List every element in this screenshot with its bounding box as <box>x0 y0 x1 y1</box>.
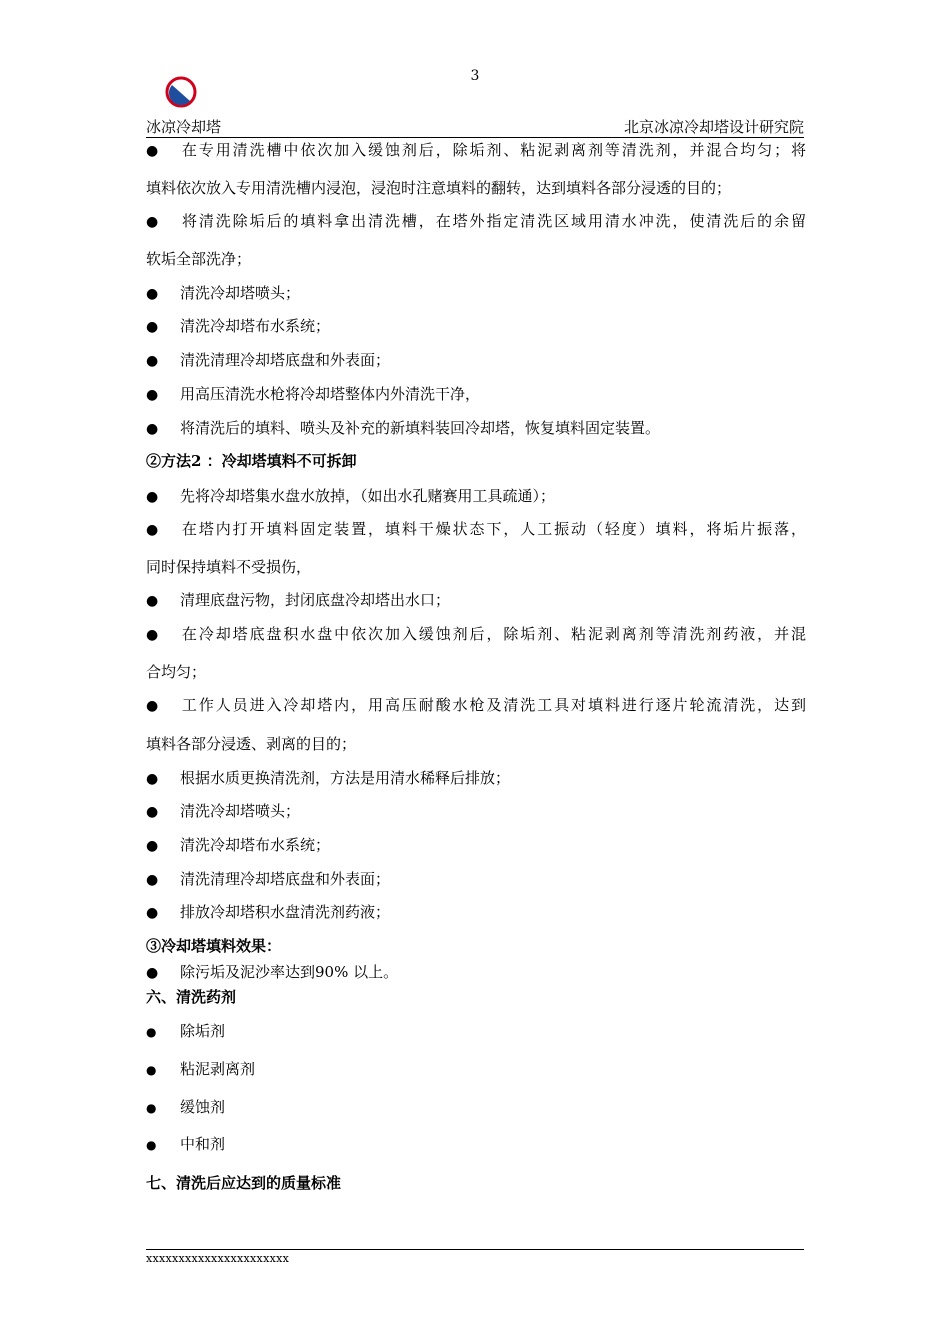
bullet-text: 用高压清洗水枪将冷却塔整体内外清洗干净， <box>180 385 481 403</box>
bullet-text: 清洗冷却塔喷头； <box>180 284 301 302</box>
bullet-item <box>146 868 806 891</box>
bullet-icon: ● <box>146 522 159 538</box>
bullet-icon: ● <box>146 489 159 505</box>
bullet-icon: ● <box>146 319 159 335</box>
bullet-icon: ● <box>146 1025 157 1039</box>
page-number: 3 <box>470 68 480 84</box>
bullet-icon: ● <box>146 804 159 820</box>
section-heading-method-2: ②方法2 ：冷却塔填料不可拆卸 <box>146 452 357 470</box>
bullet-text: 在塔内打开填料固定装置，填料干燥状态下，人工振动（轻度）填料，将垢片振落， <box>180 520 806 538</box>
section-heading-cleaning-agents: 六、清洗药剂 <box>146 988 237 1006</box>
bullet-icon: ● <box>146 698 159 714</box>
bullet-item <box>146 1133 806 1156</box>
bullet-icon: ● <box>146 1063 157 1077</box>
bullet-icon: ● <box>146 872 159 888</box>
bullet-item <box>146 694 806 717</box>
bullet-item <box>146 417 806 440</box>
bullet-icon: ● <box>146 627 159 643</box>
bullet-text: 除垢剂 <box>180 1022 226 1040</box>
bullet-item <box>146 961 806 984</box>
section-heading-quality-standard: 七、清洗后应达到的质量标准 <box>146 1174 342 1192</box>
bullet-icon: ● <box>146 771 159 787</box>
bullet-icon: ● <box>146 838 159 854</box>
bullet-item <box>146 1058 806 1081</box>
bullet-text: 粘泥剥离剂 <box>180 1060 256 1078</box>
bullet-item <box>146 1096 806 1119</box>
footer-text: xxxxxxxxxxxxxxxxxxxxxx <box>146 1252 290 1265</box>
bullet-text: 在冷却塔底盘积水盘中依次加入缓蚀剂后，除垢剂、粘泥剥离剂等清洗剂药液，并混 <box>180 625 806 643</box>
bullet-item <box>146 485 806 508</box>
cooling-tower-logo-icon <box>165 76 197 108</box>
bullet-text: 清理底盘污物，封闭底盘冷却塔出水口； <box>180 591 451 609</box>
bullet-icon: ● <box>146 353 159 369</box>
bullet-text: 排放冷却塔积水盘清洗剂药液； <box>180 903 391 921</box>
bullet-text: 根据水质更换清洗剂，方法是用清水稀释后排放； <box>180 769 511 787</box>
bullet-item <box>146 623 806 646</box>
bullet-text: 除污垢及泥沙率达到90% 以上。 <box>180 963 399 981</box>
bullet-icon: ● <box>146 1101 157 1115</box>
paragraph-line: 合均匀； <box>146 663 207 681</box>
bullet-icon: ● <box>146 593 159 609</box>
bullet-item <box>146 282 806 305</box>
bullet-text: 清洗清理冷却塔底盘和外表面； <box>180 351 391 369</box>
paragraph-line: 填料各部分浸透、剥离的目的； <box>146 735 357 753</box>
bullet-item <box>146 518 806 541</box>
bullet-icon: ● <box>146 1138 157 1152</box>
bullet-text: 工作人员进入冷却塔内，用高压耐酸水枪及清洗工具对填料进行逐片轮流清洗，达到 <box>180 696 806 714</box>
header-divider <box>146 137 804 138</box>
bullet-item <box>146 1020 806 1043</box>
bullet-item <box>146 589 806 612</box>
bullet-item <box>146 139 806 162</box>
bullet-text: 中和剂 <box>180 1135 226 1153</box>
bullet-item <box>146 383 806 406</box>
bullet-item <box>146 349 806 372</box>
bullet-item <box>146 901 806 924</box>
bullet-text: 清洗冷却塔布水系统； <box>180 317 331 335</box>
bullet-text: 清洗清理冷却塔底盘和外表面； <box>180 870 391 888</box>
paragraph-line: 软垢全部洗净； <box>146 250 252 268</box>
bullet-text: 将清洗后的填料、喷头及补充的新填料装回冷却塔，恢复填料固定装置。 <box>180 419 661 437</box>
bullet-item <box>146 800 806 823</box>
paragraph-line: 填料依次放入专用清洗槽内浸泡，浸泡时注意填料的翻转，达到填料各部分浸透的目的； <box>146 179 732 197</box>
bullet-item <box>146 315 806 338</box>
bullet-text: 清洗冷却塔布水系统； <box>180 836 331 854</box>
bullet-icon: ● <box>146 286 159 302</box>
bullet-text: 缓蚀剂 <box>180 1098 226 1116</box>
bullet-icon: ● <box>146 214 159 230</box>
bullet-text: 在专用清洗槽中依次加入缓蚀剂后，除垢剂、粘泥剥离剂等清洗剂，并混合均匀；将 <box>180 141 806 159</box>
footer-divider <box>146 1249 804 1250</box>
bullet-text: 先将冷却塔集水盘水放掉，（如出水孔赌赛用工具疏通）； <box>180 487 556 505</box>
bullet-icon: ● <box>146 143 159 159</box>
bullet-item <box>146 767 806 790</box>
bullet-icon: ● <box>146 905 159 921</box>
bullet-icon: ● <box>146 965 159 981</box>
bullet-icon: ● <box>146 421 159 437</box>
bullet-text: 清洗冷却塔喷头； <box>180 802 301 820</box>
bullet-icon: ● <box>146 387 159 403</box>
header-company-short: 冰凉冷却塔 <box>146 118 222 136</box>
bullet-text: 将清洗除垢后的填料拿出清洗槽，在塔外指定清洗区域用清水冲洗，使清洗后的余留 <box>180 212 806 230</box>
paragraph-line: 同时保持填料不受损伤， <box>146 558 312 576</box>
bullet-item <box>146 834 806 857</box>
section-heading-effect: ③冷却塔填料效果： <box>146 937 282 955</box>
header-institute-name: 北京冰凉冷却塔设计研究院 <box>623 118 804 136</box>
bullet-item <box>146 210 806 233</box>
